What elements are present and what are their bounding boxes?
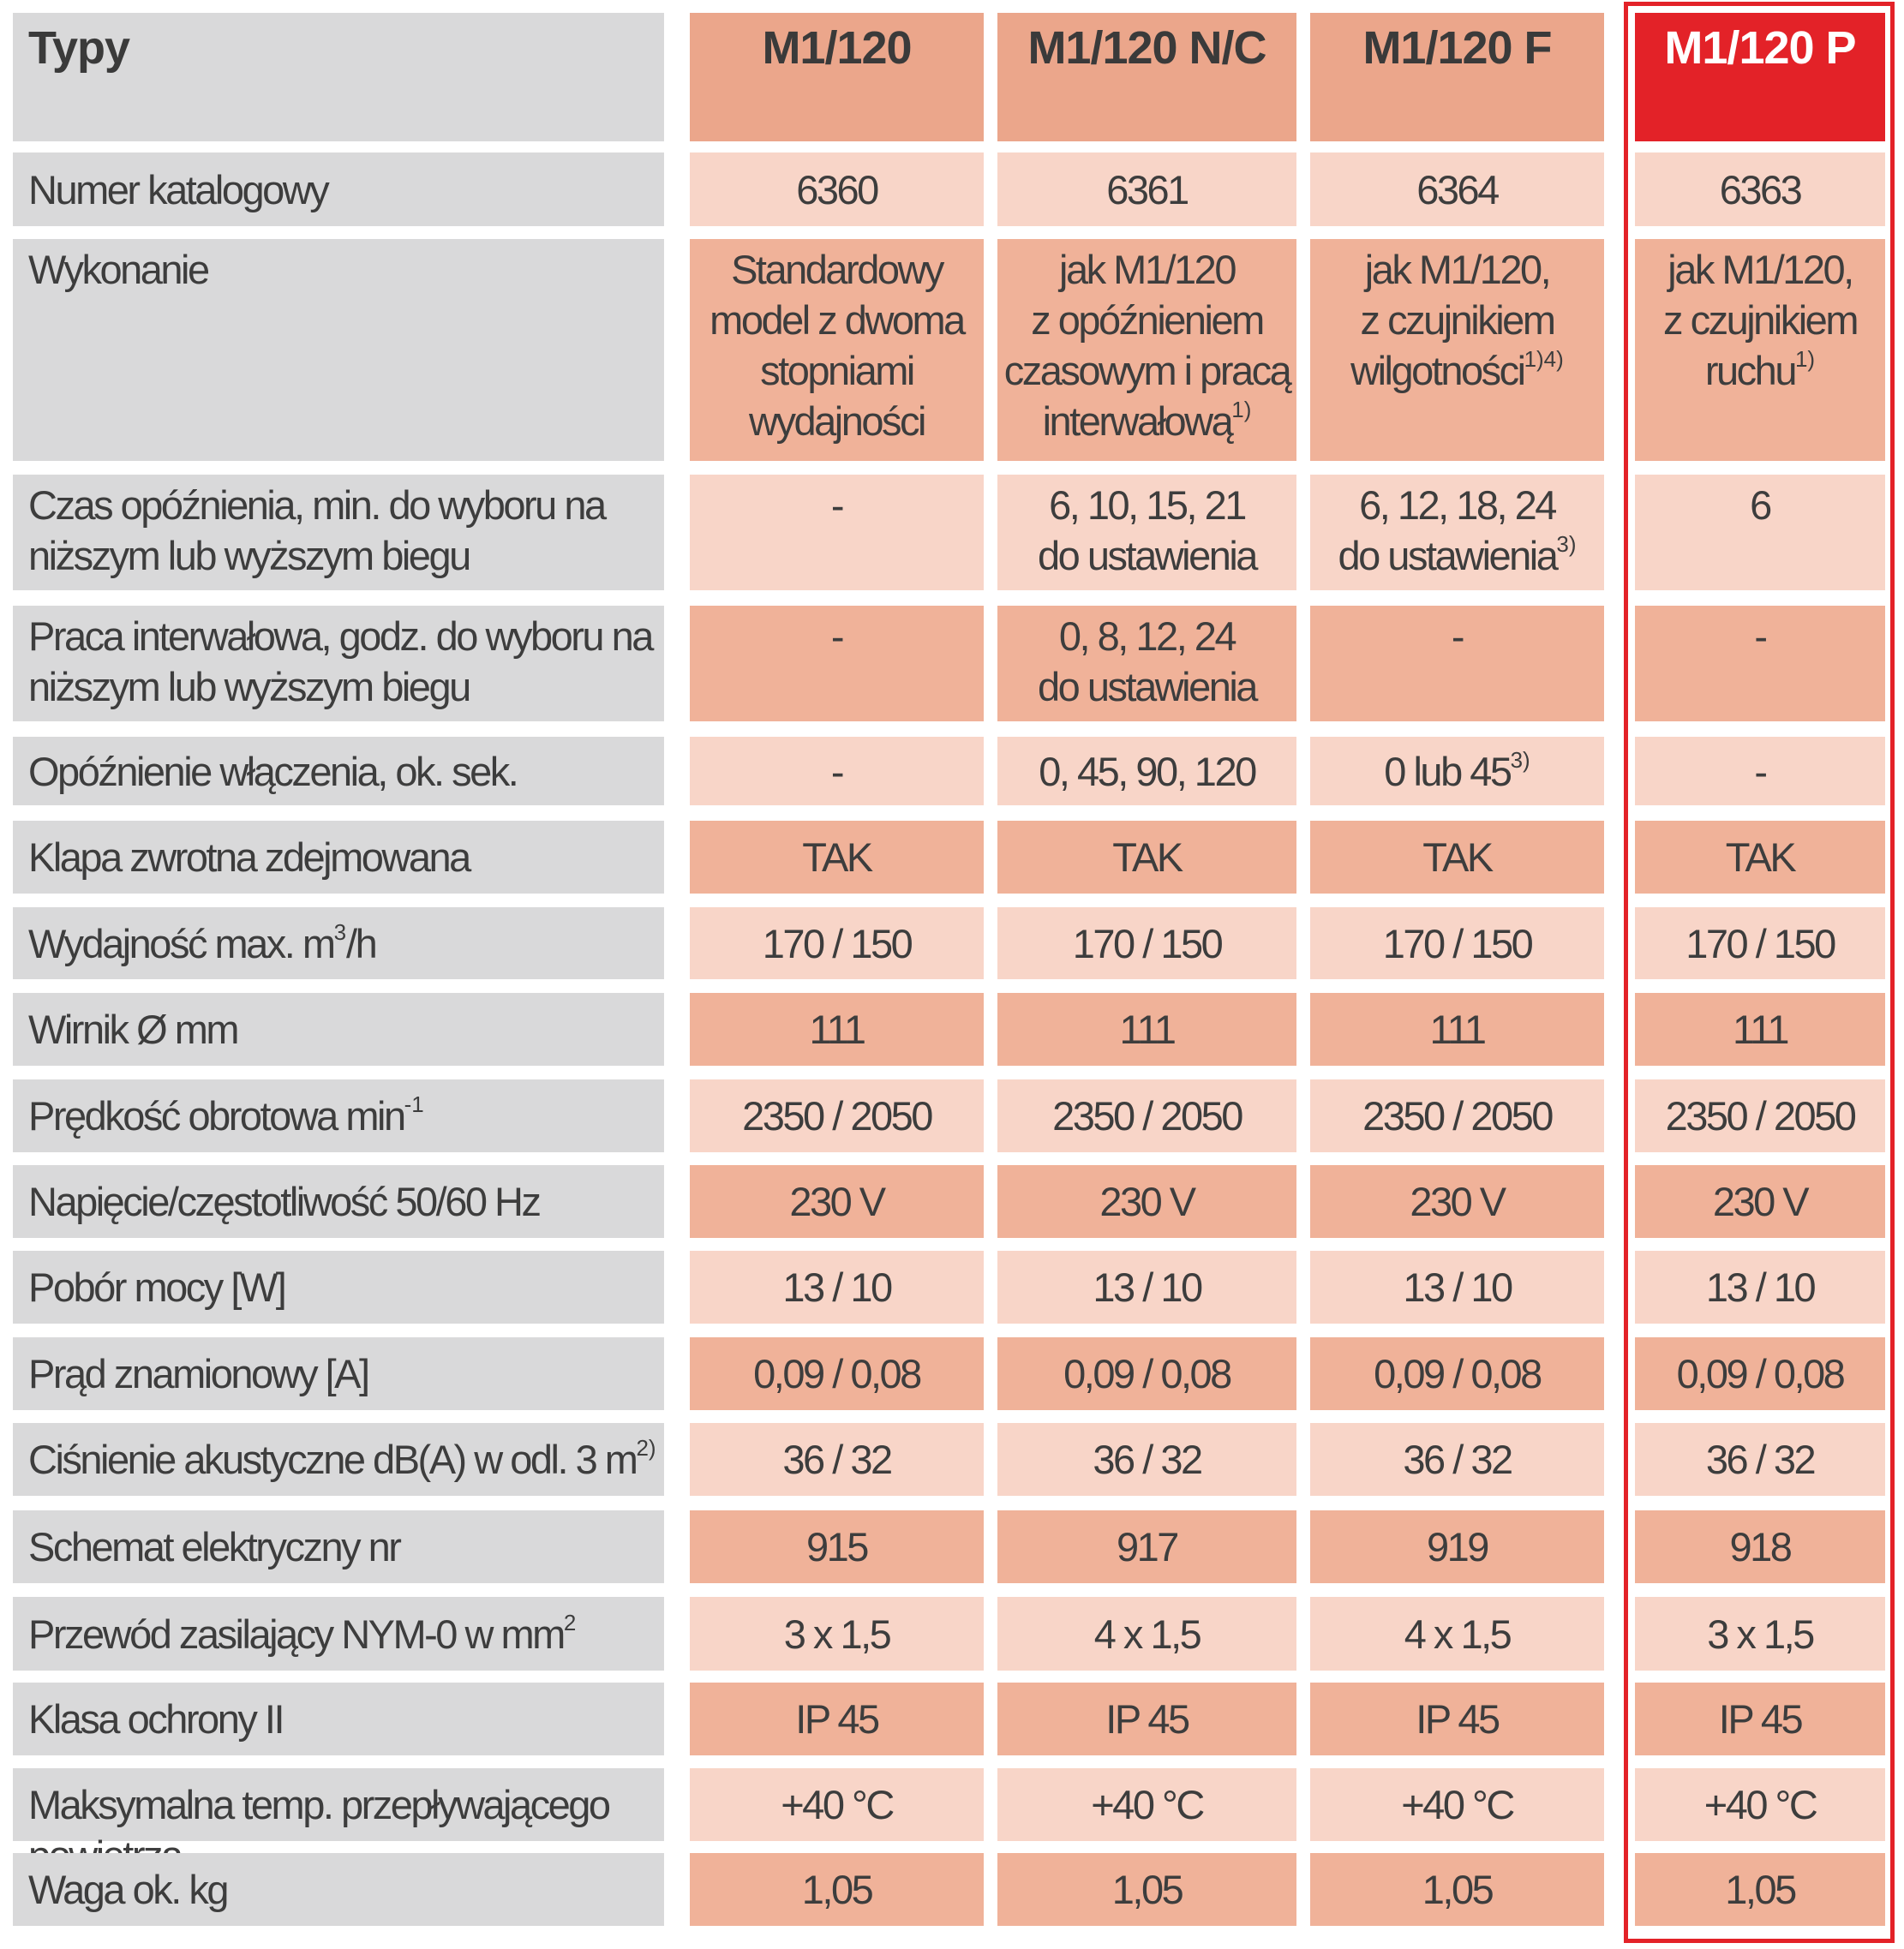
cell-r4-c3 bbox=[1310, 606, 1604, 721]
cell-line: TAK bbox=[1112, 834, 1182, 880]
cell-line: 13 / 10 bbox=[1093, 1264, 1201, 1310]
cell-line: 13 / 10 bbox=[782, 1264, 891, 1310]
row-label-line: Czas opóźnienia, min. do wyboru na bbox=[28, 482, 605, 528]
cell-line: 111 bbox=[1733, 1007, 1787, 1052]
cell-r11-c2 bbox=[997, 1251, 1296, 1324]
cell-line: 111 bbox=[1429, 1007, 1485, 1052]
row-label-line bbox=[28, 1609, 664, 1659]
cell-line: stopniami bbox=[760, 348, 913, 393]
cell-line: 0,09 / 0,08 bbox=[1676, 1351, 1844, 1396]
cell-line: 6, 10, 15, 21 bbox=[1049, 482, 1245, 528]
cell-r12-c2 bbox=[997, 1337, 1296, 1410]
footnote-mark: 3) bbox=[1556, 531, 1577, 558]
cell-r10-c1 bbox=[690, 1165, 984, 1238]
row-label-line: Waga ok. kg bbox=[28, 1867, 227, 1912]
cell-r6-c2 bbox=[997, 821, 1296, 894]
cell-line: 2350 / 2050 bbox=[1052, 1093, 1242, 1139]
cell-r8-c3 bbox=[1310, 993, 1604, 1066]
cell-line: 918 bbox=[1729, 1524, 1791, 1569]
cell-line: 2350 / 2050 bbox=[742, 1093, 931, 1139]
cell-text: 0 lub 45 bbox=[1384, 748, 1511, 794]
cell-r4-c1 bbox=[690, 606, 984, 721]
cell-r13-c3 bbox=[1310, 1423, 1604, 1496]
cell-line: 1,05 bbox=[1111, 1867, 1183, 1912]
cell-line: 6, 12, 18, 24 bbox=[1359, 482, 1555, 528]
cell-r9-c4 bbox=[1635, 1079, 1885, 1152]
row-label-18 bbox=[13, 1853, 664, 1926]
footnote-mark: 1)4) bbox=[1524, 346, 1564, 373]
cell-r5-c1 bbox=[690, 737, 984, 805]
row-label-text: Wydajność max. m bbox=[28, 920, 334, 966]
cell-r2-c3 bbox=[1310, 239, 1604, 461]
row-label-17 bbox=[13, 1768, 664, 1841]
cell-line: 0, 45, 90, 120 bbox=[1039, 748, 1255, 794]
cell-r4-c4 bbox=[1635, 606, 1885, 721]
cell-line: 1,05 bbox=[1725, 1867, 1795, 1912]
cell-r10-c2 bbox=[997, 1165, 1296, 1238]
cell-line: 36 / 32 bbox=[1093, 1437, 1201, 1482]
label-unit-tail: /h bbox=[346, 920, 376, 966]
cell-line: 230 V bbox=[789, 1179, 884, 1224]
cell-r6-c1 bbox=[690, 821, 984, 894]
row-label-8 bbox=[13, 993, 664, 1066]
cell-line bbox=[1635, 345, 1885, 396]
cell-line: IP 45 bbox=[1718, 1696, 1802, 1742]
cell-line: 0,09 / 0,08 bbox=[1063, 1351, 1230, 1396]
cell-r7-c4 bbox=[1635, 907, 1885, 979]
cell-line: 170 / 150 bbox=[762, 920, 912, 966]
cell-r3-c3 bbox=[1310, 475, 1604, 590]
cell-line: TAK bbox=[1422, 834, 1492, 880]
cell-r18-c2 bbox=[997, 1853, 1296, 1926]
footnote-mark: 1) bbox=[1794, 346, 1816, 373]
cell-line: 6364 bbox=[1416, 166, 1498, 212]
cell-line: - bbox=[1451, 613, 1464, 659]
cell-r1-c2 bbox=[997, 152, 1296, 226]
cell-r5-c3 bbox=[1310, 737, 1604, 805]
cell-r15-c1 bbox=[690, 1597, 984, 1671]
cell-r12-c4 bbox=[1635, 1337, 1885, 1410]
cell-line: - bbox=[830, 613, 843, 659]
cell-line: do ustawienia bbox=[1038, 664, 1256, 709]
cell-line: - bbox=[830, 748, 843, 794]
footnote-mark: 3 bbox=[333, 918, 347, 945]
row-label-line: Praca interwałowa, godz. do wyboru na bbox=[28, 613, 652, 659]
cell-r3-c4 bbox=[1635, 475, 1885, 590]
cell-r14-c1 bbox=[690, 1510, 984, 1583]
row-label-line: Numer katalogowy bbox=[28, 166, 328, 212]
cell-line: 2350 / 2050 bbox=[1665, 1093, 1855, 1139]
cell-r13-c2 bbox=[997, 1423, 1296, 1496]
cell-line: +40 °C bbox=[1401, 1782, 1513, 1827]
row-label-13 bbox=[13, 1423, 664, 1496]
footnote-mark: 1) bbox=[1231, 397, 1252, 423]
cell-line: 4 x 1,5 bbox=[1404, 1611, 1511, 1657]
cell-text: do ustawienia bbox=[1338, 533, 1557, 578]
cell-line: +40 °C bbox=[1703, 1782, 1817, 1827]
cell-r16-c4 bbox=[1635, 1683, 1885, 1755]
cell-r7-c2 bbox=[997, 907, 1296, 979]
cell-r10-c4 bbox=[1635, 1165, 1885, 1238]
row-label-line: Prąd znamionowy [A] bbox=[28, 1351, 368, 1396]
cell-r9-c2 bbox=[997, 1079, 1296, 1152]
cell-r3-c1 bbox=[690, 475, 984, 590]
column-header-text: M1/120 F bbox=[1362, 22, 1552, 74]
cell-line: - bbox=[1754, 613, 1766, 659]
column-header-2 bbox=[997, 13, 1296, 141]
cell-line: +40 °C bbox=[1091, 1782, 1203, 1827]
cell-r2-c2 bbox=[997, 239, 1296, 461]
cell-line: 36 / 32 bbox=[1705, 1437, 1815, 1482]
cell-r10-c3 bbox=[1310, 1165, 1604, 1238]
row-label-line: niższym lub wyższym biegu bbox=[28, 664, 470, 709]
cell-r16-c3 bbox=[1310, 1683, 1604, 1755]
cell-line: wydajności bbox=[749, 398, 925, 444]
cell-line: 170 / 150 bbox=[1685, 920, 1835, 966]
row-label-1 bbox=[13, 152, 664, 226]
cell-line bbox=[1310, 746, 1604, 797]
cell-line: 0, 8, 12, 24 bbox=[1058, 613, 1236, 659]
row-label-line: niższym lub wyższym biegu bbox=[28, 533, 470, 578]
cell-r7-c1 bbox=[690, 907, 984, 979]
cell-line bbox=[997, 396, 1296, 446]
column-header-1 bbox=[690, 13, 984, 141]
cell-text: interwałową bbox=[1042, 398, 1232, 444]
cell-line: 6361 bbox=[1106, 166, 1188, 212]
cell-line: IP 45 bbox=[795, 1696, 878, 1742]
cell-line: 1,05 bbox=[1422, 1867, 1493, 1912]
column-header-3 bbox=[1310, 13, 1604, 141]
cell-line: 36 / 32 bbox=[782, 1437, 891, 1482]
cell-r1-c4 bbox=[1635, 152, 1885, 226]
cell-r16-c2 bbox=[997, 1683, 1296, 1755]
cell-r17-c1 bbox=[690, 1768, 984, 1841]
cell-r17-c3 bbox=[1310, 1768, 1604, 1841]
column-header-text: M1/120 P bbox=[1664, 22, 1856, 74]
column-header-text: M1/120 N/C bbox=[1027, 22, 1266, 74]
cell-line: 230 V bbox=[1410, 1179, 1505, 1224]
footnote-mark: -1 bbox=[404, 1091, 424, 1118]
row-label-line: Pobór mocy [W] bbox=[28, 1264, 285, 1310]
cell-r2-c1 bbox=[690, 239, 984, 461]
column-header-text: M1/120 bbox=[762, 22, 912, 74]
cell-r17-c2 bbox=[997, 1768, 1296, 1841]
cell-line: 111 bbox=[1119, 1007, 1175, 1052]
footnote-mark: 2) bbox=[636, 1435, 656, 1462]
cell-line bbox=[1310, 530, 1604, 581]
cell-r9-c1 bbox=[690, 1079, 984, 1152]
cell-line: 6363 bbox=[1719, 166, 1801, 212]
cell-line: czasowym i pracą bbox=[1003, 348, 1290, 393]
cell-line: IP 45 bbox=[1416, 1696, 1499, 1742]
column-header-4 bbox=[1635, 13, 1885, 141]
cell-r15-c2 bbox=[997, 1597, 1296, 1671]
cell-line: 13 / 10 bbox=[1705, 1264, 1815, 1310]
cell-line: 0,09 / 0,08 bbox=[1374, 1351, 1541, 1396]
footnote-mark: 3) bbox=[1510, 746, 1530, 773]
cell-line: - bbox=[1754, 748, 1766, 794]
cell-r11-c1 bbox=[690, 1251, 984, 1324]
cell-r4-c2 bbox=[997, 606, 1296, 721]
row-label-line: Schemat elektryczny nr bbox=[28, 1524, 400, 1569]
cell-line: z opóźnieniem bbox=[1031, 297, 1263, 343]
header-corner-label bbox=[13, 13, 664, 141]
corner-text: Typy bbox=[28, 22, 130, 74]
cell-line: - bbox=[830, 482, 843, 528]
cell-line: do ustawienia bbox=[1038, 533, 1256, 578]
cell-r14-c3 bbox=[1310, 1510, 1604, 1583]
row-label-12 bbox=[13, 1337, 664, 1410]
cell-r1-c3 bbox=[1310, 152, 1604, 226]
cell-line: 6 bbox=[1750, 482, 1770, 528]
cell-line: 917 bbox=[1117, 1524, 1177, 1569]
cell-line: 3 x 1,5 bbox=[783, 1611, 890, 1657]
cell-r18-c1 bbox=[690, 1853, 984, 1926]
cell-r2-c4 bbox=[1635, 239, 1885, 461]
cell-r17-c4 bbox=[1635, 1768, 1885, 1841]
cell-line: 919 bbox=[1427, 1524, 1488, 1569]
cell-r18-c3 bbox=[1310, 1853, 1604, 1926]
row-label-line: Opóźnienie włączenia, ok. sek. bbox=[28, 748, 518, 794]
cell-r7-c3 bbox=[1310, 907, 1604, 979]
cell-line: z czujnikiem bbox=[1360, 297, 1554, 343]
cell-line: z czujnikiem bbox=[1663, 297, 1857, 343]
cell-text: ruchu bbox=[1704, 348, 1795, 393]
cell-line: 170 / 150 bbox=[1382, 920, 1532, 966]
row-label-5 bbox=[13, 737, 664, 805]
cell-line: 36 / 32 bbox=[1403, 1437, 1512, 1482]
cell-r12-c1 bbox=[690, 1337, 984, 1410]
cell-r6-c3 bbox=[1310, 821, 1604, 894]
row-label-line bbox=[28, 918, 664, 969]
row-label-text: Prędkość obrotowa min bbox=[28, 1093, 404, 1139]
cell-r6-c4 bbox=[1635, 821, 1885, 894]
cell-line: 2350 / 2050 bbox=[1362, 1093, 1552, 1139]
cell-line: 4 x 1,5 bbox=[1093, 1611, 1200, 1657]
cell-r14-c4 bbox=[1635, 1510, 1885, 1583]
cell-r1-c1 bbox=[690, 152, 984, 226]
cell-r16-c1 bbox=[690, 1683, 984, 1755]
cell-r3-c2 bbox=[997, 475, 1296, 590]
cell-r5-c2 bbox=[997, 737, 1296, 805]
row-label-line bbox=[28, 1434, 664, 1485]
row-label-14 bbox=[13, 1510, 664, 1583]
row-label-line bbox=[28, 1091, 664, 1141]
row-label-6 bbox=[13, 821, 664, 894]
cell-line: 6360 bbox=[796, 166, 877, 212]
cell-line: 0,09 / 0,08 bbox=[753, 1351, 920, 1396]
row-label-7 bbox=[13, 907, 664, 979]
cell-line: TAK bbox=[1725, 834, 1795, 880]
row-label-text: Ciśnienie akustyczne dB(A) w odl. 3 m bbox=[28, 1437, 637, 1482]
row-label-line: Wirnik Ø mm bbox=[28, 1007, 238, 1052]
cell-line: jak M1/120, bbox=[1667, 247, 1853, 292]
cell-line: 230 V bbox=[1712, 1179, 1808, 1224]
row-label-10 bbox=[13, 1165, 664, 1238]
row-label-2 bbox=[13, 239, 664, 461]
cell-r14-c2 bbox=[997, 1510, 1296, 1583]
cell-line: 230 V bbox=[1099, 1179, 1194, 1224]
cell-line: 915 bbox=[806, 1524, 867, 1569]
cell-r8-c1 bbox=[690, 993, 984, 1066]
cell-r8-c4 bbox=[1635, 993, 1885, 1066]
row-label-3 bbox=[13, 475, 664, 590]
cell-line: 1,05 bbox=[801, 1867, 872, 1912]
row-label-16 bbox=[13, 1683, 664, 1755]
cell-line: model z dwoma bbox=[710, 297, 964, 343]
cell-line: 3 x 1,5 bbox=[1707, 1611, 1813, 1657]
row-label-11 bbox=[13, 1251, 664, 1324]
cell-text: wilgotności bbox=[1350, 348, 1524, 393]
cell-line: 111 bbox=[809, 1007, 865, 1052]
row-label-text: Przewód zasilający NYM-0 w mm bbox=[28, 1611, 564, 1657]
cell-line bbox=[1310, 345, 1604, 396]
row-label-line: Klasa ochrony II bbox=[28, 1696, 284, 1742]
cell-r5-c4 bbox=[1635, 737, 1885, 805]
cell-line: 13 / 10 bbox=[1403, 1264, 1512, 1310]
row-label-line: Napięcie/częstotliwość 50/60 Hz bbox=[28, 1179, 540, 1224]
row-label-line: Maksymalna temp. przepływającego bbox=[28, 1782, 609, 1827]
cell-line: Standardowy bbox=[731, 247, 943, 292]
row-label-9 bbox=[13, 1079, 664, 1152]
cell-line: jak M1/120, bbox=[1364, 247, 1550, 292]
row-label-line: Wykonanie bbox=[28, 247, 208, 292]
cell-r8-c2 bbox=[997, 993, 1296, 1066]
cell-line: +40 °C bbox=[781, 1782, 893, 1827]
cell-line: jak M1/120 bbox=[1059, 247, 1235, 292]
cell-r9-c3 bbox=[1310, 1079, 1604, 1152]
row-label-15 bbox=[13, 1597, 664, 1671]
cell-r11-c3 bbox=[1310, 1251, 1604, 1324]
cell-r15-c4 bbox=[1635, 1597, 1885, 1671]
footnote-mark: 2 bbox=[563, 1609, 577, 1635]
cell-r13-c1 bbox=[690, 1423, 984, 1496]
cell-r18-c4 bbox=[1635, 1853, 1885, 1926]
cell-line: 170 / 150 bbox=[1072, 920, 1222, 966]
cell-r15-c3 bbox=[1310, 1597, 1604, 1671]
row-label-line: Klapa zwrotna zdejmowana bbox=[28, 834, 470, 880]
row-label-4 bbox=[13, 606, 664, 721]
cell-r11-c4 bbox=[1635, 1251, 1885, 1324]
cell-r13-c4 bbox=[1635, 1423, 1885, 1496]
cell-line: TAK bbox=[802, 834, 871, 880]
cell-line: IP 45 bbox=[1105, 1696, 1189, 1742]
cell-r12-c3 bbox=[1310, 1337, 1604, 1410]
